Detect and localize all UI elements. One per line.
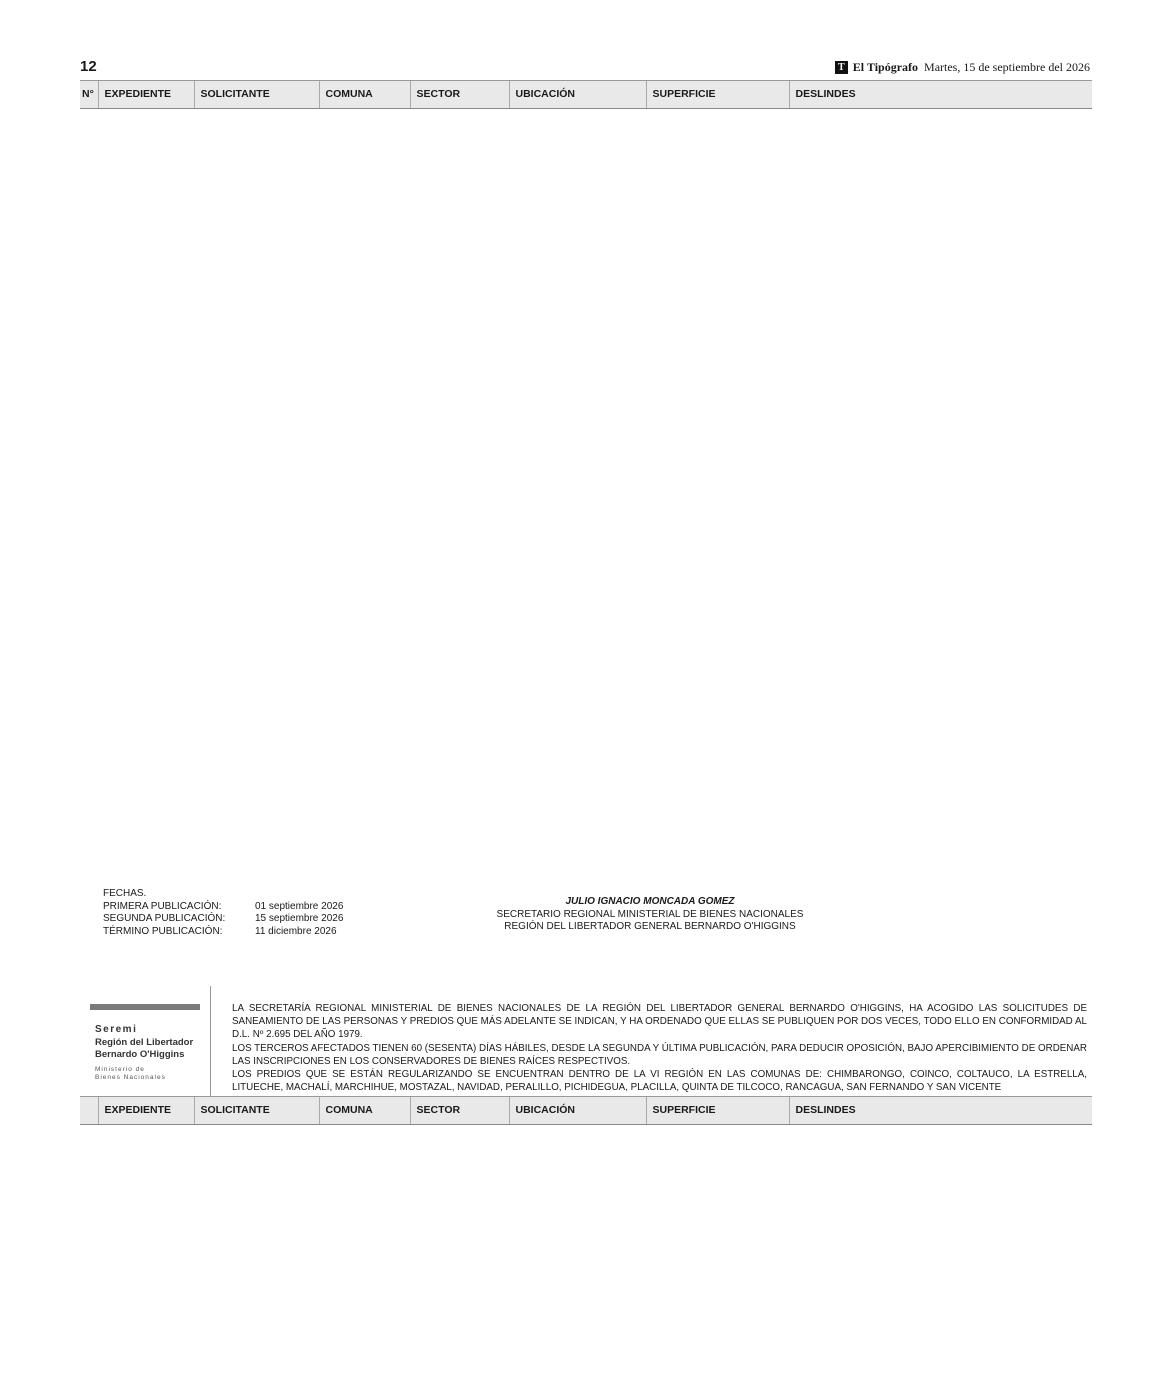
column-header: SECTOR — [410, 81, 509, 109]
newspaper-name: El Tipógrafo — [852, 60, 919, 74]
seremi-label: Seremi — [95, 1024, 138, 1035]
intro-paragraph: LOS PREDIOS QUE SE ESTÁN REGULARIZANDO SE ENCUENTRAN DENTRO DE LA VI REGIÓN EN LAS COMUNAS DE: CHIMBARONGO, COINCO, COLTAUCO, LA ESTRELLA, LITUECHE, MACHALÍ, MARCHIHUE, MOSTAZAL, NAVIDAD, PERALILLO, PICHIDEGUA, PLACILLA, QUINTA DE TILCOCO, RANCAGUA, SAN FERNANDO Y SAN VICENTE — [232, 1069, 1087, 1094]
column-header: DESLINDES — [789, 81, 1092, 109]
column-header: SOLICITANTE — [194, 1097, 319, 1125]
intro-paragraph: LOS TERCEROS AFECTADOS TIENEN 60 (SESENTA) DÍAS HÁBILES, DESDE LA SEGUNDA Y ÚLTIMA PUBLICACIÓN, PARA DEDUCIR OPOSICIÓN, BAJO APERCIBIMIENTO DE ORDENAR LAS INSCRIPCIONES EN LOS CONSERVADORES DE BIENES RAÍCES RESPECTIVOS. — [232, 1042, 1087, 1067]
fecha-value: 01 septiembre 2026 — [255, 900, 344, 912]
column-header: UBICACIÓN — [509, 1097, 646, 1125]
fecha-row — [103, 926, 343, 939]
intro-paragraph: LA SECRETARÍA REGIONAL MINISTERIAL DE BIENES NACIONALES DE LA REGIÓN DEL LIBERTADOR GENERAL BERNARDO O'HIGGINS, HA ACOGIDO LAS SOLICITUDES DE SANEAMIENTO DE LAS PERSONAS Y PREDIOS QUE MÁS ADELANTE SE INDICAN, Y HA ORDENADO QUE ELLAS SE PUBLIQUEN POR DOS VECES, TODO ELLO EN CONFORMIDAD AL D.L. Nº 2.695 DEL AÑO 1979. — [232, 1003, 1087, 1041]
seremi-region-line: Región del Libertador — [95, 1037, 194, 1048]
ministry-label — [95, 1066, 166, 1082]
seremi-region-label — [95, 1037, 193, 1060]
fecha-row — [103, 913, 343, 926]
masthead — [835, 60, 1090, 75]
table-header-row — [80, 81, 1092, 109]
seremi-logo-bar-icon — [90, 1004, 200, 1010]
fechas-title: FECHAS. — [103, 888, 147, 899]
column-header: SUPERFICIE — [646, 1097, 789, 1125]
seremi-region-line: Bernardo O'Higgins — [95, 1048, 185, 1060]
table-header-row — [80, 1097, 1092, 1125]
signatory-region: REGIÓN DEL LIBERTADOR GENERAL BERNARDO O'HIGGINS — [504, 921, 796, 932]
listing-table-1 — [80, 80, 1092, 109]
publication-date: Martes, 15 de septiembre del 2026 — [924, 60, 1090, 74]
newspaper-logo-icon: T — [835, 61, 848, 74]
signatory-title: SECRETARIO REGIONAL MINISTERIAL DE BIENES NACIONALES — [496, 908, 804, 920]
column-header: COMUNA — [319, 81, 410, 109]
publication-dates — [103, 888, 343, 938]
ministry-line: Bienes Nacionales — [95, 1074, 166, 1081]
column-header: UBICACIÓN — [509, 81, 646, 109]
fecha-label: PRIMERA PUBLICACIÓN: — [103, 900, 222, 912]
signature-block — [440, 896, 860, 934]
column-header: SUPERFICIE — [646, 81, 789, 109]
fecha-value: 15 septiembre 2026 — [255, 913, 344, 924]
column-header: SECTOR — [410, 1097, 509, 1125]
fecha-row — [103, 901, 343, 914]
listing-table-2 — [80, 1096, 1092, 1125]
page-number: 12 — [80, 58, 97, 75]
column-header: DESLINDES — [789, 1097, 1092, 1125]
seremi-logo — [80, 986, 211, 1096]
column-header: EXPEDIENTE — [98, 1097, 194, 1125]
seremi-intro-text — [232, 1002, 1087, 1094]
column-header — [80, 1097, 98, 1125]
signatory-name: JULIO IGNACIO MONCADA GOMEZ — [565, 896, 735, 907]
column-header: EXPEDIENTE — [98, 81, 194, 109]
column-header: SOLICITANTE — [194, 81, 319, 109]
fecha-label: SEGUNDA PUBLICACIÓN: — [103, 913, 226, 924]
fecha-value: 11 diciembre 2026 — [255, 925, 337, 937]
fecha-label: TÉRMINO PUBLICACIÓN: — [103, 925, 223, 937]
ministry-line: Ministerio de — [95, 1066, 145, 1073]
column-header: N° — [80, 81, 98, 109]
column-header: COMUNA — [319, 1097, 410, 1125]
seremi-notice — [80, 986, 1092, 1096]
